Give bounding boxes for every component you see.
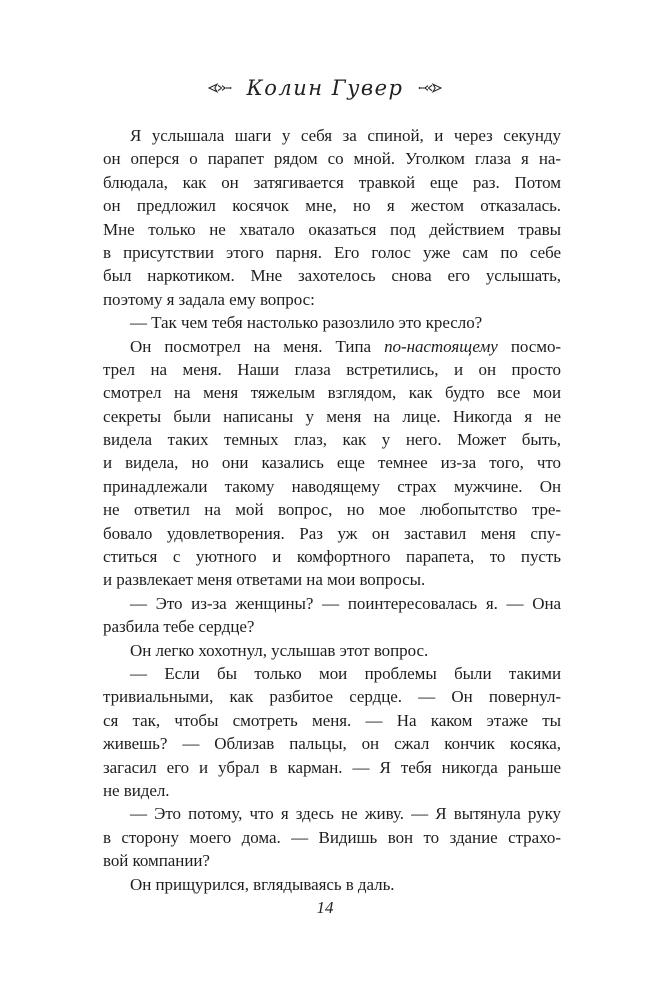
text-line: вой компании?: [103, 851, 210, 871]
text-line: Он прищурился, вглядываясь в даль.: [130, 874, 395, 894]
text-line: поэтому я задала ему вопрос:: [103, 289, 315, 309]
text-line: и видела, но они казались еще темнее из-за того, что: [103, 453, 561, 473]
text-line: трел на меня. Наши глаза встретились, и он просто: [103, 359, 561, 379]
text-line: в присутствии этого парня. Его голос уже сам по себе: [103, 242, 561, 262]
arrow-fleuron-icon: [418, 82, 442, 94]
text-line: секреты были написаны у меня на лице. Никогда я не: [103, 406, 561, 426]
running-header: [0, 76, 650, 100]
text-line: загасил его и убрал в карман. — Я тебя никогда раньше: [103, 757, 561, 777]
text-line: он оперся о парапет рядом со мной. Уголком глаза я на-: [103, 149, 561, 169]
body-text: [103, 124, 561, 896]
text-line: Он легко хохотнул, услышав этот вопрос.: [130, 640, 429, 660]
text-line: ститься с уютного и комфортного парапета, то пусть: [103, 547, 561, 567]
text-line: Он посмотрел на меня. Типа по-настоящему посмо-: [130, 336, 562, 356]
text-line: в сторону моего дома. — Видишь вон то здание страхо-: [103, 827, 561, 847]
text-line: был наркотиком. Мне захотелось снова его услышать,: [103, 266, 561, 286]
text-line: видела таких темных глаз, как у него. Может быть,: [103, 430, 561, 450]
text-line: он предложил косячок мне, но я жестом отказалась.: [103, 196, 561, 216]
text-line: Мне только не хватало оказаться под действием травы: [103, 219, 561, 239]
text-line: бовало удовлетворения. Раз уж он заставил меня спу-: [103, 523, 561, 543]
text-line: тривиальными, как разбитое сердце. — Он повернул-: [103, 687, 561, 707]
text-line: не видел.: [103, 780, 170, 800]
text-line: — Это из-за женщины? — поинтересовалась я. — Она: [130, 593, 561, 613]
text-line: разбила тебе сердце?: [103, 617, 255, 637]
page-number: 14: [316, 898, 334, 917]
text-line: — Если бы только мои проблемы были такими: [130, 663, 561, 683]
text-line: — Это потому, что я здесь не живу. — Я вытянула руку: [130, 804, 561, 824]
text-line: принадлежали такому наводящему страх мужчине. Он: [103, 476, 561, 496]
text-line: живешь? — Облизав пальцы, он сжал кончик косяка,: [103, 734, 561, 754]
text-line: смотрел на меня тяжелым взглядом, как будто все мои: [103, 383, 561, 403]
text-line: ся так, чтобы смотреть меня. — На каком этаже ты: [103, 710, 561, 730]
text-line: не ответил на мой вопрос, но мое любопытство тре-: [103, 500, 561, 520]
text-line: блюдала, как он затягивается травкой еще раз. Потом: [103, 172, 561, 192]
author-name: Колин Гувер: [246, 76, 404, 100]
arrow-fleuron-icon: [208, 82, 232, 94]
text-line: и развлекает меня ответами на мои вопросы.: [103, 570, 426, 590]
text-line: — Так чем тебя настолько разозлило это кресло?: [130, 313, 483, 333]
text-line: Я услышала шаги у себя за спиной, и через секунду: [130, 126, 561, 145]
